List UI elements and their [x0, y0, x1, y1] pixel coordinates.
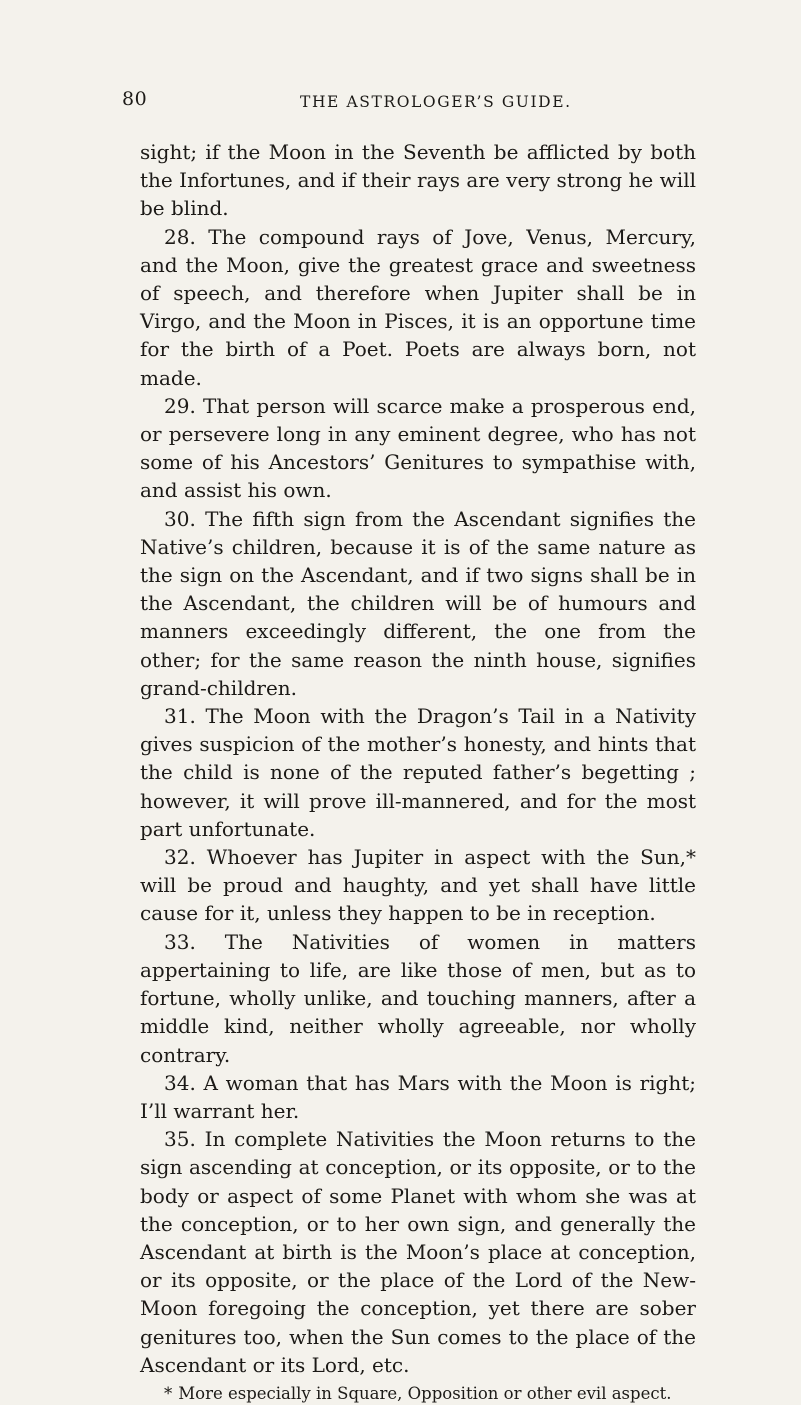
footnote-marker: *	[164, 1383, 173, 1403]
paragraph-29: 29. That person will scarce make a prosperous end, or persevere long in any eminent degree, who has not some of his Ancestors’ Genitures to sympathise with, and assist his own.	[140, 393, 696, 503]
paragraph-34: 34. A woman that has Mars with the Moon is right; I’ll warrant her.	[140, 1070, 696, 1123]
footnote	[140, 1383, 696, 1405]
paragraph-30: 30. The fifth sign from the Ascendant signifies the Native’s children, because it is of the same nature as the sign on the Ascendant, and if two signs shall be in the Ascendant, the children will be of humours and manners exceedingly different, the one from the other; for the same reason the ninth house, signifies grand-children.	[140, 506, 696, 700]
paragraph-35: 35. In complete Nativities the Moon returns to the sign ascending at conception, or its opposite, or to the body or aspect of some Planet with whom she was at the conception, or to her own sign, and generally the Ascendant at birth is the Moon’s place at conception, or its opposite, or the place of the Lord of the New-Moon foregoing the conception, yet there are sober genitures too, when the Sun comes to the place of the Ascendant or its Lord, etc.	[140, 1127, 696, 1377]
paragraph-continued: sight; if the Moon in the Seventh be afflicted by both the Infortunes, and if their rays are very strong he will be blind.	[140, 140, 696, 221]
body-text	[140, 138, 696, 1405]
paragraph-31: 31. The Moon with the Dragon’s Tail in a Nativity gives suspicion of the mother’s honesty, and hints that the child is none of the reputed father’s begetting ; however, it will prove ill-mannered, and for the most part unfortunate.	[140, 704, 696, 841]
page-number: 80	[122, 88, 148, 110]
paragraph-33: 33. The Nativities of women in matters appertaining to life, are like those of men, but as to fortune, wholly unlike, and touching manners, after a middle kind, neither wholly agreeable, nor wholly contrary.	[140, 929, 696, 1067]
running-head: THE ASTROLOGER’S GUIDE.	[300, 93, 572, 111]
paragraph-32: 32. Whoever has Jupiter in aspect with the Sun,* will be proud and haughty, and yet shall have little cause for it, unless they happen to be in reception.	[140, 845, 696, 926]
footnote-text: More especially in Square, Opposition or other evil aspect.	[178, 1383, 672, 1403]
paragraph-28: 28. The compound rays of Jove, Venus, Mercury, and the Moon, give the greatest grace and sweetness of speech, and therefore when Jupiter shall be in Virgo, and the Moon in Pisces, it is an opportune time for the birth of a Poet. Poets are always born, not made.	[140, 224, 696, 390]
